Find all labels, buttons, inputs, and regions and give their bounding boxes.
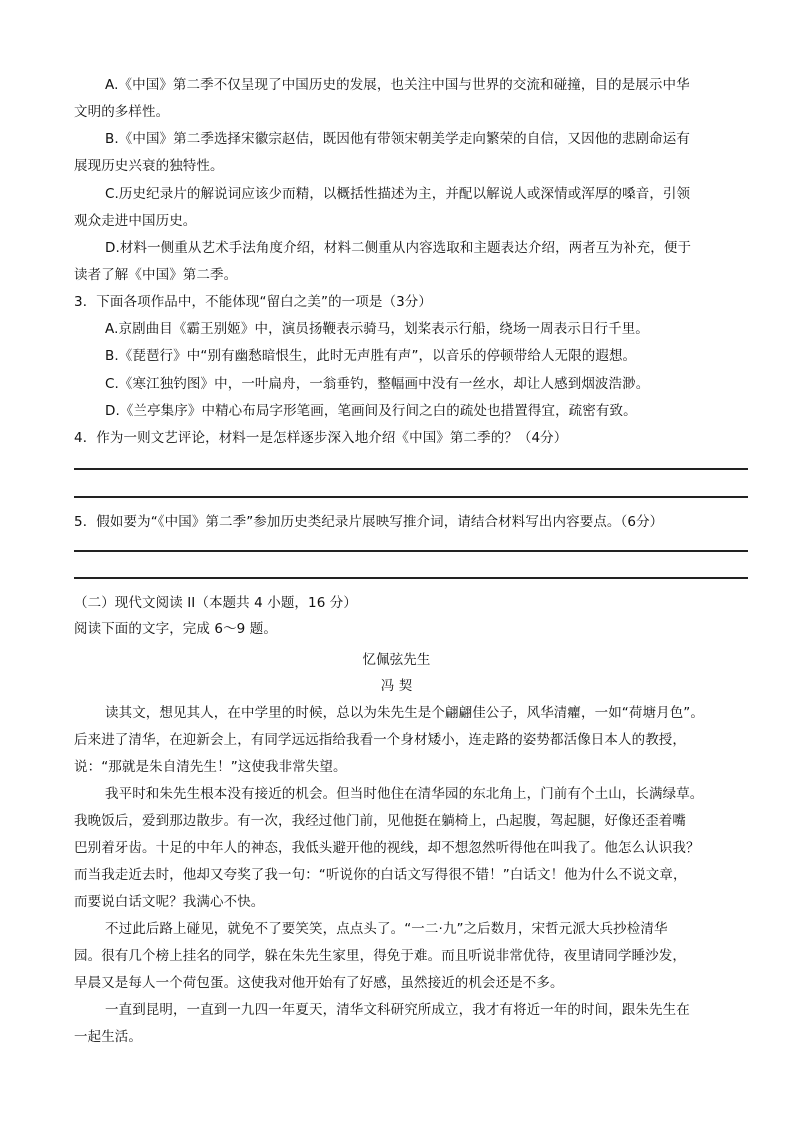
q3-option-d: D.《兰亭集序》中精心布局字形笔画，笔画间及行间之白的疏处也措置得宜，疏密有致。 [105, 403, 637, 419]
article-paragraph-line: 而当我走近去时，他却又夸奖了我一句：“听说你的白话文写得很不错！”白话文！他为什么不说文章， [74, 867, 687, 883]
article-paragraph-line: 而要说白话文呢？我满心不快。 [74, 894, 265, 910]
article-paragraph-line: 我晚饭后，爱到那边散步。有一次，我经过他门前，见他挺在躺椅上，凸起腹，驾起腿，好像还歪着嘴 [74, 813, 686, 829]
question-5-stem: 5．假如要为“《中国》第二季”参加历史类纪录片展映写推介词，请结合材料写出内容要点。（6分） [74, 514, 664, 530]
section-instruction: 阅读下面的文字，完成 6～9 题。 [74, 621, 277, 637]
option-b-line1: B.《中国》第二季选择宋徽宗赵佶，既因他有带领宋朝美学走向繁荣的自信，又因他的悲剧命运有 [105, 131, 690, 147]
article-paragraph-line: 巴别着牙齿。十足的中年人的神态，我低头避开他的视线，却不想忽然听得他在叫我了。他怎么认识我？ [74, 840, 700, 856]
section-heading: （二）现代文阅读 II（本题共 4 小题，16 分） [74, 595, 357, 611]
option-a-line2: 文明的多样性。 [74, 104, 170, 120]
article-paragraph-line: 不过此后路上碰见，就免不了要笑笑，点点头了。“一二·九”之后数月，宋哲元派大兵抄检清华 [105, 921, 668, 937]
answer-line [74, 577, 748, 579]
answer-line [74, 496, 748, 498]
option-d-line2: 读者了解《中国》第二季。 [74, 267, 238, 283]
article-title: 忆佩弦先生 [362, 652, 431, 668]
article-paragraph-line: 园。很有几个榜上挂名的同学，躲在朱先生家里，得免于难。而且听说非常优待，夜里请同学睡沙发， [74, 948, 686, 964]
article-paragraph-line: 一起生活。 [74, 1029, 142, 1045]
option-b-line2: 展现历史兴衰的独特性。 [74, 158, 224, 174]
article-paragraph-line: 读其文，想见其人，在中学里的时候，总以为朱先生是个翩翩佳公子，风华清癯，一如“荷塘月色”。 [105, 705, 704, 721]
q3-option-c: C.《寒江独钓图》中，一叶扁舟，一翁垂钓，整幅画中没有一丝水，却让人感到烟波浩渺。 [105, 376, 650, 392]
question-4-stem: 4．作为一则文艺评论，材料一是怎样逐步深入地介绍《中国》第二季的？（4分） [74, 430, 568, 446]
q3-option-a: A.京剧曲目《霸王别姬》中，演员扬鞭表示骑马，划桨表示行船，绕场一周表示日行千里。 [105, 321, 649, 337]
q3-option-b: B.《琵琶行》中“别有幽愁暗恨生，此时无声胜有声”，以音乐的停顿带给人无限的遐想。 [105, 348, 637, 364]
answer-line [74, 550, 748, 552]
option-d-line1: D.材料一侧重从艺术手法角度介绍，材料二侧重从内容选取和主题表达介绍，两者互为补充，便于 [105, 240, 692, 256]
article-paragraph-line: 一直到昆明，一直到一九四一年夏天，清华文科研究所成立，我才有将近一年的时间，跟朱先生在 [105, 1002, 690, 1018]
option-c-line2: 观众走进中国历史。 [74, 213, 197, 229]
answer-line [74, 468, 748, 470]
article-paragraph-line: 我平时和朱先生根本没有接近的机会。但当时他住在清华园的东北角上，门前有个土山，长满绿草。 [105, 786, 704, 802]
article-paragraph-line: 早晨又是每人一个荷包蛋。这使我对他开始有了好感，虽然接近的机会还是不多。 [74, 975, 564, 991]
option-c-line1: C.历史纪录片的解说词应该少而精，以概括性描述为主，并配以解说人或深情或浑厚的嗓音，引领 [105, 186, 691, 202]
article-paragraph-line: 说：“那就是朱自清先生！”这使我非常失望。 [74, 759, 347, 775]
article-paragraph-line: 后来进了清华，在迎新会上，有同学远远指给我看一个身材矮小，连走路的姿势都活像日本人的教授， [74, 732, 686, 748]
question-3-stem: 3．下面各项作品中，不能体现“留白之美”的一项是（3分） [74, 294, 432, 310]
option-a-line1: A.《中国》第二季不仅呈现了中国历史的发展，也关注中国与世界的交流和碰撞，目的是展示中华 [105, 77, 690, 93]
article-author: 冯 契 [380, 678, 413, 694]
